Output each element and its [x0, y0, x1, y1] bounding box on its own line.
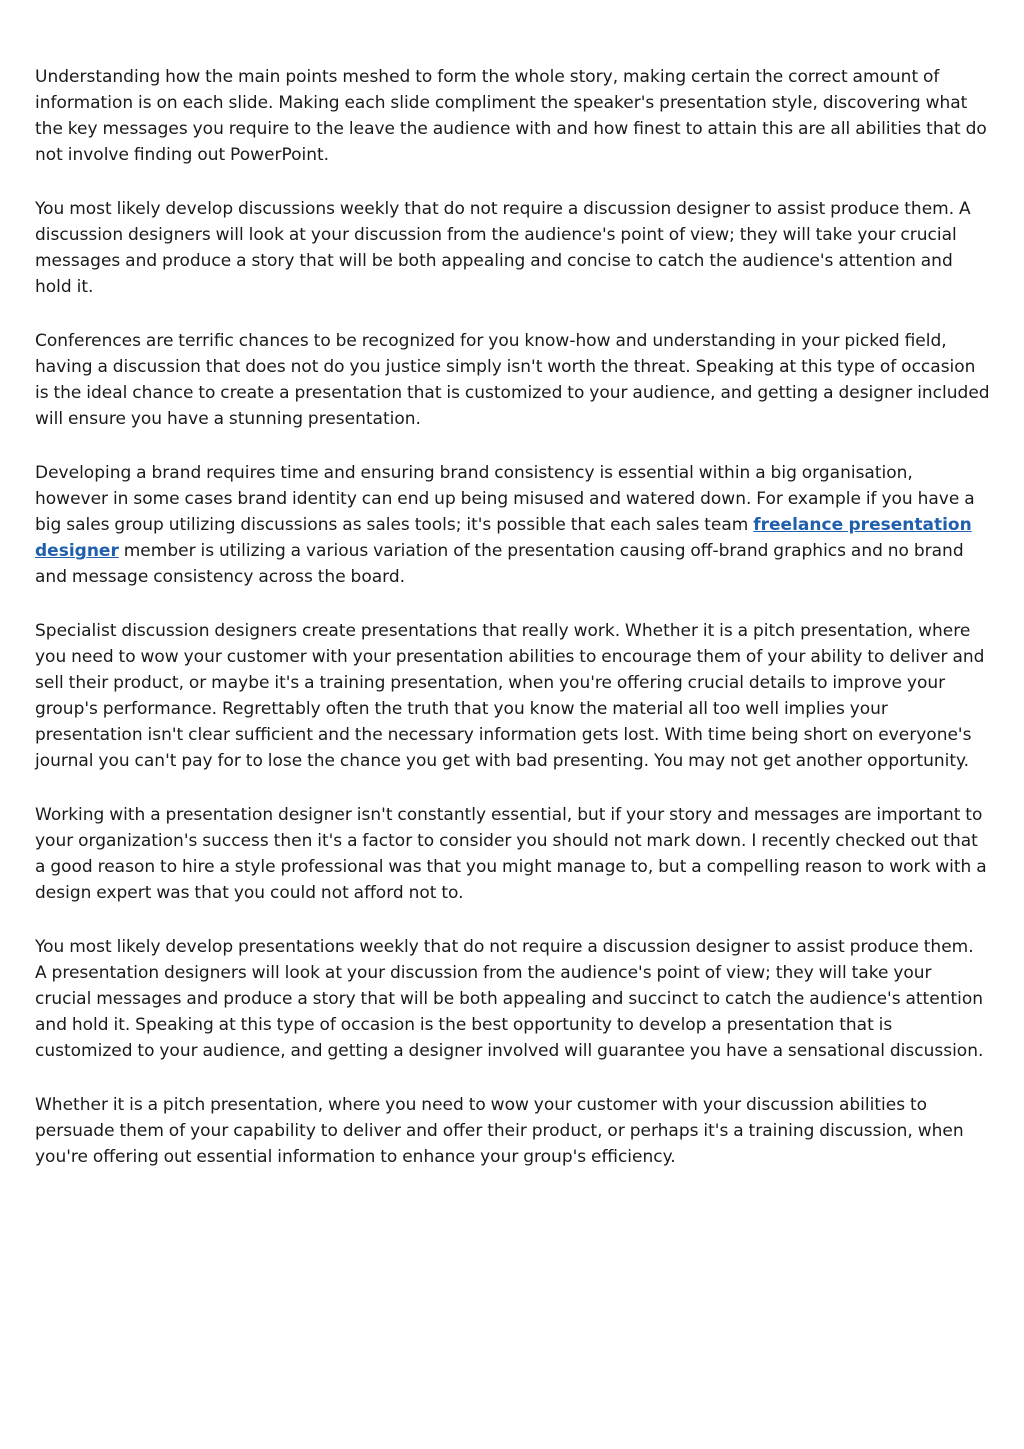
freelance-presentation-designer-link[interactable]: freelance presentation designer [35, 515, 972, 561]
document-body [35, 64, 990, 1198]
paragraph-2: You most likely develop discussions weekly that do not require a discussion designer to assist produce them. A discussion designers will look at your discussion from the audience's point of view; they will take your crucial messages and produce a story that will be both appealing and concise to catch the audience's attention and hold it. [35, 199, 971, 297]
paragraph-6: Working with a presentation designer isn't constantly essential, but if your story and messages are important to your organization's success then it's a factor to consider you should not mark down. I recently checked out that a good reason to hire a style professional was that you might manage to, but a compelling reason to work with a design expert was that you could not afford not to. [35, 805, 987, 903]
paragraph-3: Conferences are terrific chances to be recognized for you know-how and understanding in your picked field, having a discussion that does not do you justice simply isn't worth the threat. Speaking at this type of occasion is the ideal chance to create a presentation that is customized to your audience, and getting a designer included will ensure you have a stunning presentation. [35, 331, 990, 429]
paragraph-4-text-before: Developing a brand requires time and ensuring brand consistency is essential within a big organisation, however in some cases brand identity can end up being misused and watered down. For example if you have a big sales group utilizing discussions as sales tools; it's possible that each sales team [35, 463, 975, 535]
paragraph-4-text-after: member is utilizing a various variation of the presentation causing off-brand graphics and no brand and message consistency across the board. [35, 541, 964, 587]
paragraph-5: Specialist discussion designers create presentations that really work. Whether it is a pitch presentation, where you need to wow your customer with your presentation abilities to encourage them of your ability to deliver and sell their product, or maybe it's a training presentation, when you're offering crucial details to improve your group's performance. Regrettably often the truth that you know the material all too well implies your presentation isn't clear sufficient and the necessary information gets lost. With time being short on everyone's journal you can't pay for to lose the chance you get with bad presenting. You may not get another opportunity. [35, 621, 985, 771]
paragraph-1: Understanding how the main points meshed to form the whole story, making certain the correct amount of information is on each slide. Making each slide compliment the speaker's presentation style, discovering what the key messages you require to the leave the audience with and how finest to attain this are all abilities that do not involve finding out PowerPoint. [35, 67, 987, 165]
paragraph-7: You most likely develop presentations weekly that do not require a discussion designer to assist produce them. A presentation designers will look at your discussion from the audience's point of view; they will take your crucial messages and produce a story that will be both appealing and succinct to catch the audience's attention and hold it. Speaking at this type of occasion is the best opportunity to develop a presentation that is customized to your audience, and getting a designer involved will guarantee you have a sensational discussion. [35, 937, 984, 1061]
paragraph-4 [35, 460, 990, 590]
paragraph-8: Whether it is a pitch presentation, where you need to wow your customer with your discussion abilities to persuade them of your capability to deliver and offer their product, or perhaps it's a training discussion, when you're offering out essential information to enhance your group's efficiency. [35, 1095, 964, 1167]
